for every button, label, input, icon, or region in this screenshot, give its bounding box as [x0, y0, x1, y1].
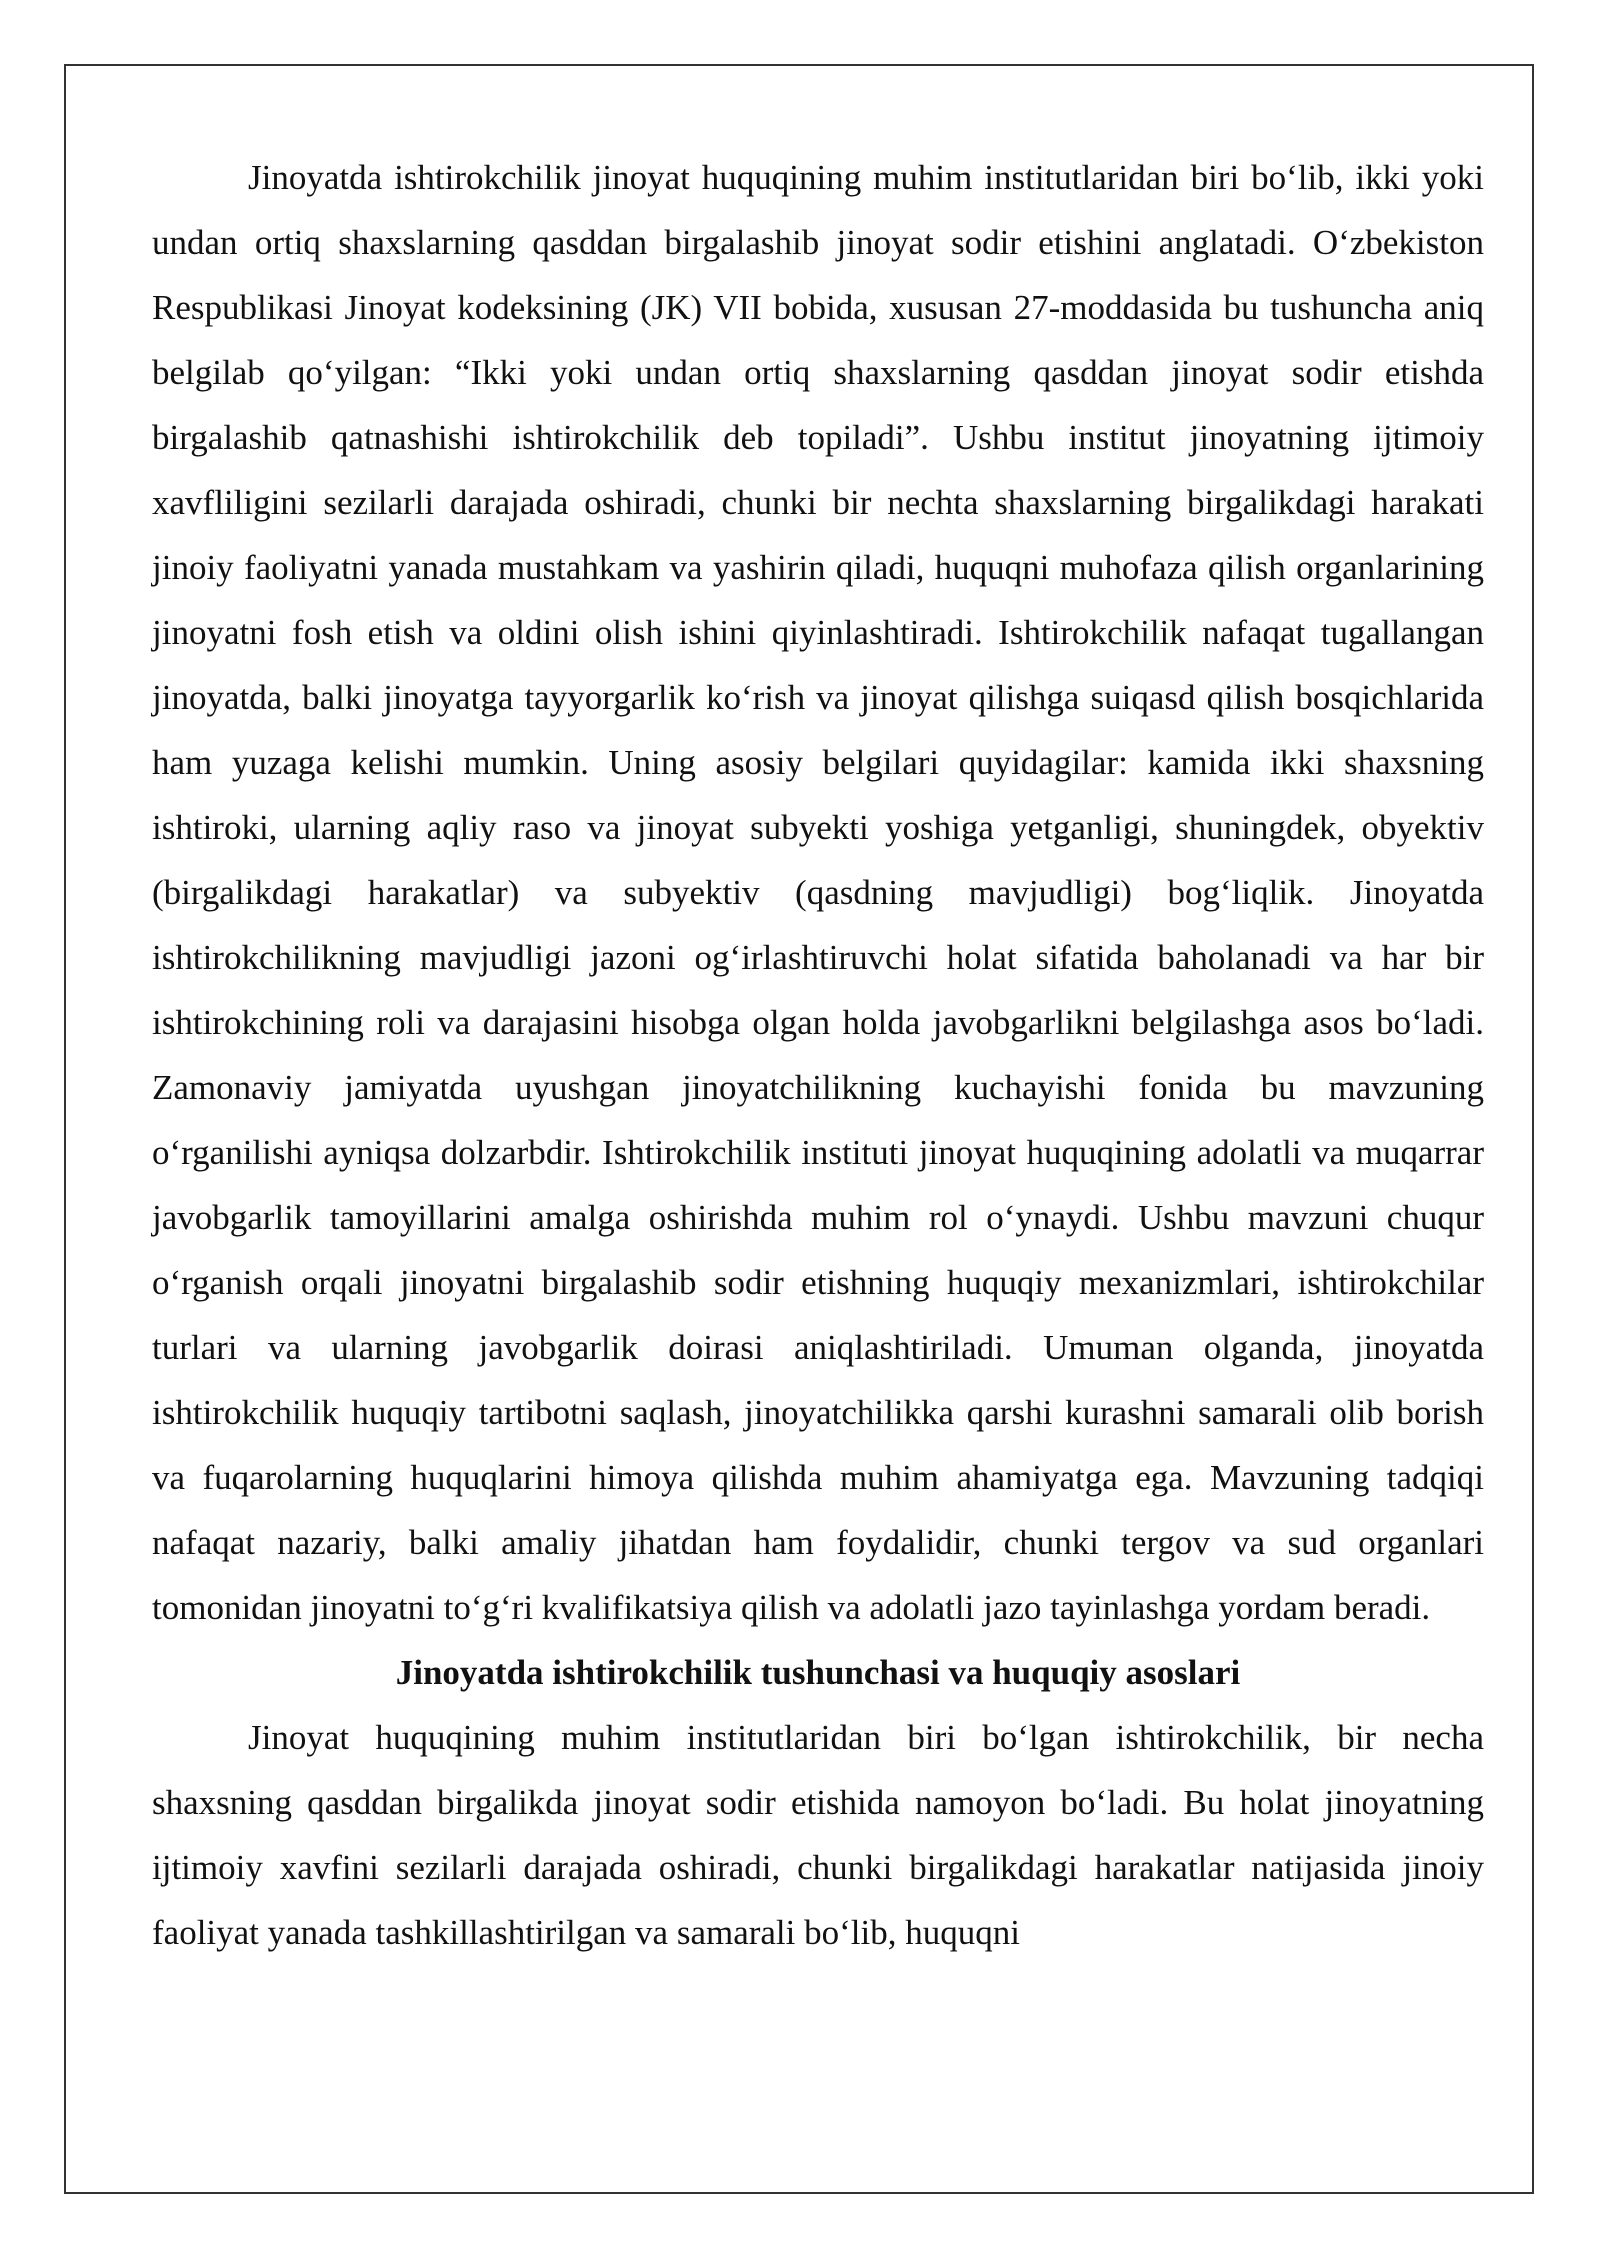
document-body [152, 145, 1484, 1965]
intro-paragraph: Jinoyatda ishtirokchilik jinoyat huquqining muhim institutlaridan biri bo‘lib, ikki yoki undan ortiq shaxslarning qasddan birgalashib jinoyat sodir etishini anglatadi. O‘zbekiston Respublikasi Jinoyat kodeksining (JK) VII bobida, xususan 27-moddasida bu tushuncha aniq belgilab qo‘yilgan: “Ikki yoki undan ortiq shaxslarning qasddan jinoyat sodir etishda birgalashib qatnashishi ishtirokchilik deb topiladi”. Ushbu institut jinoyatning ijtimoiy xavfliligini sezilarli darajada oshiradi, chunki bir nechta shaxslarning birgalikdagi harakati jinoiy faoliyatni yanada mustahkam va yashirin qiladi, huquqni muhofaza qilish organlarining jinoyatni fosh etish va oldini olish ishini qiyinlashtiradi. Ishtirokchilik nafaqat tugallangan jinoyatda, balki jinoyatga tayyorgarlik ko‘rish va jinoyat qilishga suiqasd qilish bosqichlarida ham yuzaga kelishi mumkin. Uning asosiy belgilari quyidagilar: kamida ikki shaxsning ishtiroki, ularning aqliy raso va jinoyat subyekti yoshiga yetganligi, shuningdek, obyektiv (birgalikdagi harakatlar) va subyektiv (qasdning mavjudligi) bog‘liqlik. Jinoyatda ishtirokchilikning mavjudligi jazoni og‘irlashtiruvchi holat sifatida baholanadi va har bir ishtirokchining roli va darajasini hisobga olgan holda javobgarlikni belgilashga asos bo‘ladi. Zamonaviy jamiyatda uyushgan jinoyatchilikning kuchayishi fonida bu mavzuning o‘rganilishi ayniqsa dolzarbdir. Ishtirokchilik instituti jinoyat huquqining adolatli va muqarrar javobgarlik tamoyillarini amalga oshirishda muhim rol o‘ynaydi. Ushbu mavzuni chuqur o‘rganish orqali jinoyatni birgalashib sodir etishning huquqiy mexanizmlari, ishtirokchilar turlari va ularning javobgarlik doirasi aniqlashtiriladi. Umuman olganda, jinoyatda ishtirokchilik huquqiy tartibotni saqlash, jinoyatchilikka qarshi kurashni samarali olib borish va fuqarolarning huquqlarini himoya qilishda muhim ahamiyatga ega. Mavzuning tadqiqi nafaqat nazariy, balki amaliy jihatdan ham foydalidir, chunki tergov va sud organlari tomonidan jinoyatni to‘g‘ri kvalifikatsiya qilish va adolatli jazo tayinlashga yordam beradi. [152, 158, 1484, 1627]
section-paragraph: Jinoyat huquqining muhim institutlaridan biri bo‘lgan ishtirokchilik, bir necha shaxsning qasddan birgalikda jinoyat sodir etishida namoyon bo‘ladi. Bu holat jinoyatning ijtimoiy xavfini sezilarli darajada oshiradi, chunki birgalikdagi harakatlar natijasida jinoiy faoliyat yanada tashkillashtirilgan va samarali bo‘lib, huquqni [152, 1718, 1484, 1952]
section-heading: Jinoyatda ishtirokchilik tushunchasi va huquqiy asoslari [395, 1653, 1241, 1692]
